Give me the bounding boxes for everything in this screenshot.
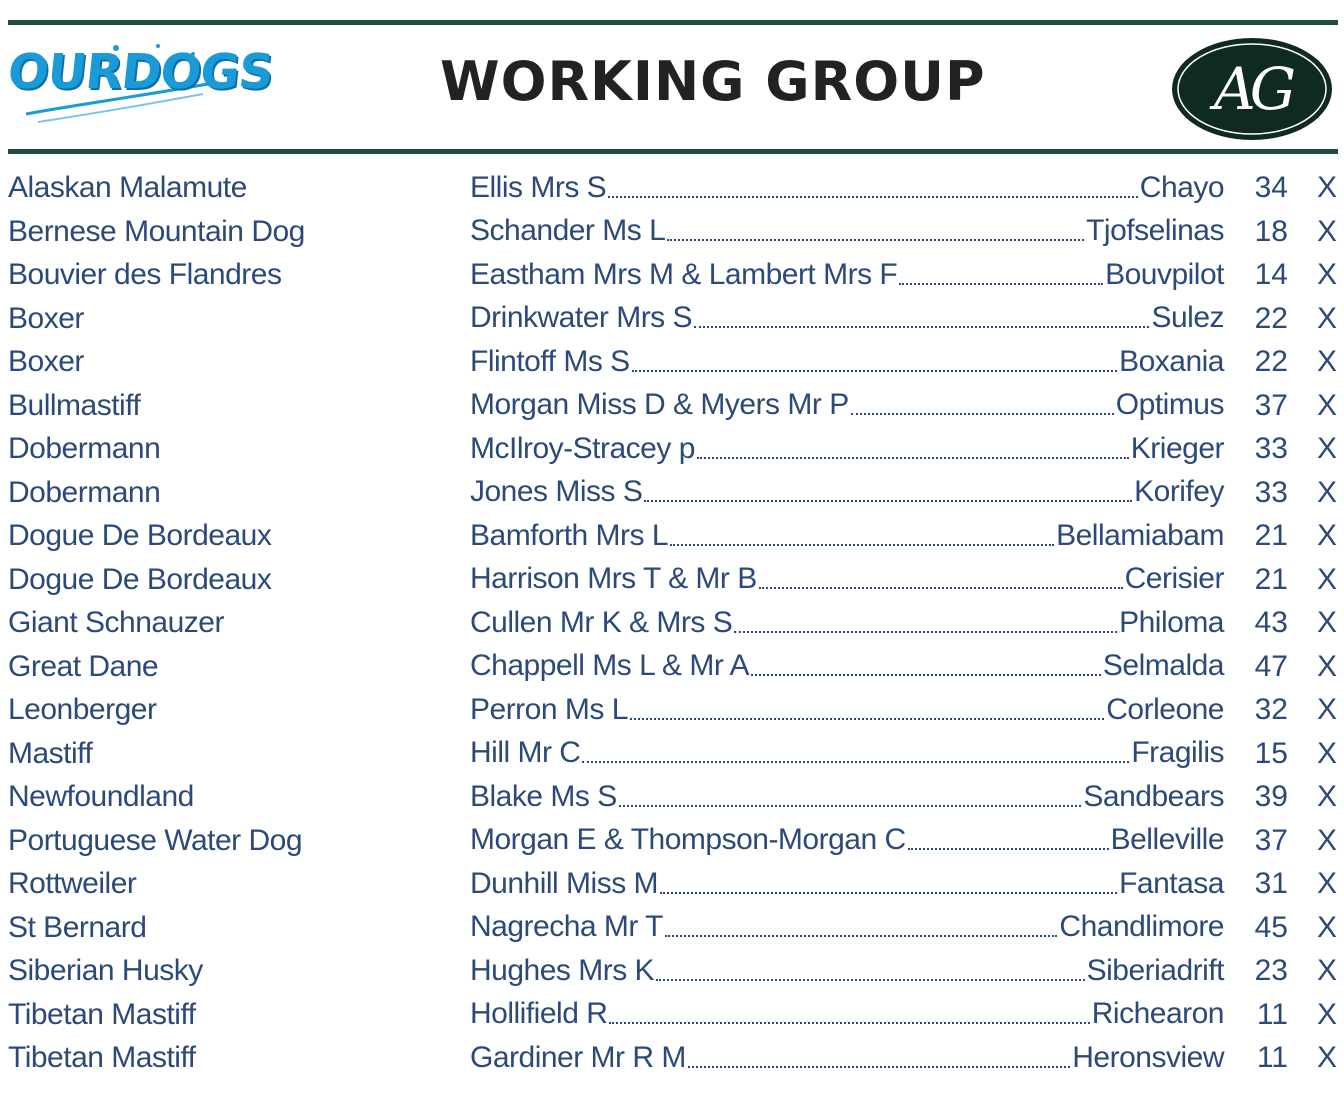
dot-leader	[694, 326, 1149, 328]
kennel-name: Richearon	[1091, 997, 1224, 1031]
entry-count: 22	[1254, 301, 1288, 335]
breed-name: Great Dane	[8, 649, 159, 683]
list-item	[8, 862, 1338, 906]
breed-name: Tibetan Mastiff	[8, 997, 196, 1031]
owner-kennel-line	[470, 601, 1224, 645]
dot-leader	[609, 1022, 1089, 1024]
breed-name: Siberian Husky	[8, 954, 203, 987]
entry-count: 45	[1254, 910, 1288, 944]
owner-name: Harrison Mrs T & Mr B	[470, 562, 757, 596]
owner-name: Perron Ms L	[470, 692, 628, 726]
list-item	[8, 906, 1338, 950]
owner-kennel-line	[470, 1036, 1224, 1080]
kennel-name: Bouvpilot	[1105, 257, 1224, 291]
result-mark: X	[1316, 345, 1337, 378]
kennel-name: Siberiadrift	[1086, 953, 1224, 987]
breed-name: Alaskan Malamute	[8, 171, 247, 204]
ag-logo	[1170, 36, 1334, 142]
owner-kennel-line	[470, 906, 1224, 950]
result-mark: X	[1316, 1041, 1337, 1074]
result-mark: X	[1316, 519, 1337, 552]
result-mark: X	[1316, 214, 1337, 248]
dot-leader	[619, 805, 1082, 807]
breed-name: Boxer	[8, 345, 84, 378]
result-mark: X	[1316, 171, 1337, 204]
owner-name: Morgan E & Thompson-Morgan C	[470, 823, 906, 857]
result-mark: X	[1316, 606, 1337, 639]
entry-count: 21	[1254, 562, 1288, 596]
list-item	[8, 427, 1338, 471]
entry-count: 32	[1254, 693, 1288, 726]
result-mark: X	[1316, 301, 1337, 335]
kennel-name: Chandlimore	[1059, 910, 1224, 944]
result-mark: X	[1316, 736, 1337, 770]
breed-name: Bullmastiff	[8, 388, 141, 422]
owner-kennel-line	[470, 166, 1224, 210]
result-mark: X	[1316, 388, 1337, 422]
owner-name: Schander Ms L	[470, 214, 666, 248]
dot-leader	[670, 544, 1054, 546]
list-item	[8, 210, 1338, 254]
owner-name: Hill Mr C	[470, 736, 581, 770]
owner-kennel-line	[470, 732, 1224, 776]
list-item	[8, 384, 1338, 428]
dot-leader	[667, 239, 1084, 241]
page-title: WORKING GROUP	[440, 50, 986, 113]
entry-count: 15	[1254, 736, 1288, 770]
dot-leader	[899, 283, 1103, 285]
owner-name: Dunhill Miss M	[470, 866, 659, 900]
owner-name: Ellis Mrs S	[470, 170, 607, 204]
kennel-name: Belleville	[1110, 823, 1224, 857]
list-item	[8, 253, 1338, 297]
breed-name: Dobermann	[8, 432, 161, 465]
kennel-name: Boxania	[1119, 344, 1224, 378]
breed-name: Dogue De Bordeaux	[8, 562, 272, 596]
owner-kennel-line	[470, 514, 1224, 558]
breed-name: Portuguese Water Dog	[8, 823, 303, 857]
list-item	[8, 514, 1338, 558]
entry-count: 33	[1254, 475, 1288, 509]
owner-kennel-line	[470, 384, 1224, 428]
owner-name: Bamforth Mrs L	[470, 518, 669, 552]
list-item	[8, 645, 1338, 689]
owner-name: Gardiner Mr R M	[470, 1040, 686, 1074]
kennel-name: Sulez	[1151, 301, 1224, 335]
owner-name: Jones Miss S	[470, 475, 643, 509]
kennel-name: Sandbears	[1083, 779, 1224, 813]
breed-name: Dogue De Bordeaux	[8, 519, 272, 552]
dot-leader	[908, 848, 1109, 850]
breed-name: St Bernard	[8, 910, 147, 944]
dot-leader	[632, 370, 1117, 372]
list-item	[8, 1036, 1338, 1080]
entry-count: 37	[1254, 823, 1288, 857]
dot-leader	[665, 935, 1057, 937]
list-item	[8, 993, 1338, 1037]
list-item	[8, 688, 1338, 732]
dot-leader	[660, 892, 1117, 894]
breed-name: Leonberger	[8, 693, 157, 726]
entry-count: 34	[1254, 171, 1288, 204]
kennel-name: Tjofselinas	[1086, 214, 1224, 248]
kennel-name: Philoma	[1119, 605, 1224, 639]
ag-logo-text: AG	[1213, 55, 1291, 123]
dot-leader	[656, 979, 1085, 981]
result-mark: X	[1316, 475, 1337, 509]
kennel-name: Heronsview	[1072, 1040, 1224, 1074]
result-mark: X	[1316, 910, 1337, 944]
owner-kennel-line	[470, 253, 1224, 297]
kennel-name: Krieger	[1130, 431, 1224, 465]
owner-kennel-line	[470, 993, 1224, 1037]
ourdogs-logo	[5, 40, 276, 130]
owner-kennel-line	[470, 427, 1224, 471]
breed-name: Mastiff	[8, 736, 93, 770]
owner-kennel-line	[470, 471, 1224, 515]
dot-leader	[697, 457, 1129, 459]
result-mark: X	[1316, 823, 1337, 857]
owner-kennel-line	[470, 949, 1224, 993]
owner-name: Hughes Mrs K	[470, 953, 655, 987]
kennel-name: Optimus	[1115, 388, 1224, 422]
list-item	[8, 471, 1338, 515]
list-item	[8, 775, 1338, 819]
result-mark: X	[1316, 997, 1337, 1031]
entry-count: 43	[1254, 606, 1288, 639]
list-item	[8, 732, 1338, 776]
breed-name: Bernese Mountain Dog	[8, 214, 305, 248]
breed-name: Newfoundland	[8, 780, 194, 813]
owner-name: Blake Ms S	[470, 779, 617, 813]
owner-kennel-line	[470, 297, 1224, 341]
result-mark: X	[1316, 258, 1337, 291]
list-item	[8, 949, 1338, 993]
kennel-name: Selmalda	[1102, 649, 1224, 683]
dot-leader	[851, 413, 1114, 415]
list-item	[8, 558, 1338, 602]
entry-count: 33	[1254, 432, 1288, 465]
entry-count: 23	[1254, 954, 1288, 987]
breed-name: Bouvier des Flandres	[8, 258, 282, 291]
result-mark: X	[1316, 693, 1337, 726]
owner-kennel-line	[470, 862, 1224, 906]
breed-name: Tibetan Mastiff	[8, 1041, 196, 1074]
owner-kennel-line	[470, 340, 1224, 384]
result-mark: X	[1316, 954, 1337, 987]
owner-name: Cullen Mr K & Mrs S	[470, 605, 733, 639]
result-mark: X	[1316, 649, 1337, 683]
entry-count: 37	[1254, 388, 1288, 422]
result-mark: X	[1316, 867, 1337, 900]
entry-count: 14	[1254, 258, 1288, 291]
breed-name: Dobermann	[8, 475, 161, 509]
owner-kennel-line	[470, 645, 1224, 689]
entry-count: 11	[1256, 997, 1288, 1031]
owner-name: Nagrecha Mr T	[470, 910, 664, 944]
owner-name: Hollifield R	[470, 997, 608, 1031]
breed-name: Giant Schnauzer	[8, 606, 224, 639]
list-item	[8, 166, 1338, 210]
results-list	[8, 166, 1338, 1080]
owner-kennel-line	[470, 775, 1224, 819]
dot-leader	[644, 500, 1132, 502]
list-item	[8, 340, 1338, 384]
dot-leader	[751, 674, 1101, 676]
owner-name: Morgan Miss D & Myers Mr P	[470, 388, 849, 422]
dot-leader	[582, 761, 1129, 763]
list-item	[8, 601, 1338, 645]
entry-count: 11	[1256, 1041, 1288, 1074]
entry-count: 21	[1254, 519, 1288, 552]
owner-name: Eastham Mrs M & Lambert Mrs F	[470, 257, 898, 291]
list-item	[8, 819, 1338, 863]
kennel-name: Cerisier	[1124, 562, 1224, 596]
kennel-name: Bellamiabam	[1056, 518, 1224, 552]
breed-name: Rottweiler	[8, 867, 137, 900]
ourdogs-logo-text: OURDOGS	[5, 44, 276, 100]
breed-name: Boxer	[8, 301, 84, 335]
owner-name: Chappell Ms L & Mr A	[470, 649, 749, 683]
kennel-name: Chayo	[1139, 170, 1224, 204]
result-mark: X	[1316, 562, 1337, 596]
entry-count: 47	[1254, 649, 1288, 683]
dot-leader	[630, 718, 1104, 720]
entry-count: 18	[1254, 214, 1288, 248]
owner-kennel-line	[470, 210, 1224, 254]
owner-name: Flintoff Ms S	[470, 344, 630, 378]
dot-leader	[688, 1066, 1070, 1068]
dot-leader	[734, 631, 1117, 633]
entry-count: 31	[1254, 867, 1288, 900]
owner-kennel-line	[470, 558, 1224, 602]
kennel-name: Korifey	[1134, 475, 1224, 509]
owner-kennel-line	[470, 819, 1224, 863]
owner-kennel-line	[470, 688, 1224, 732]
result-mark: X	[1316, 432, 1337, 465]
list-item	[8, 297, 1338, 341]
owner-name: Drinkwater Mrs S	[470, 301, 693, 335]
result-mark: X	[1316, 780, 1337, 813]
top-rule	[8, 20, 1338, 25]
entry-count: 22	[1254, 345, 1288, 378]
dot-leader	[759, 587, 1123, 589]
kennel-name: Corleone	[1106, 692, 1224, 726]
kennel-name: Fantasa	[1119, 866, 1224, 900]
entry-count: 39	[1254, 780, 1288, 813]
dot-leader	[608, 196, 1138, 198]
header-divider	[8, 149, 1338, 154]
kennel-name: Fragilis	[1131, 736, 1224, 770]
owner-name: McIlroy-Stracey p	[470, 431, 695, 465]
